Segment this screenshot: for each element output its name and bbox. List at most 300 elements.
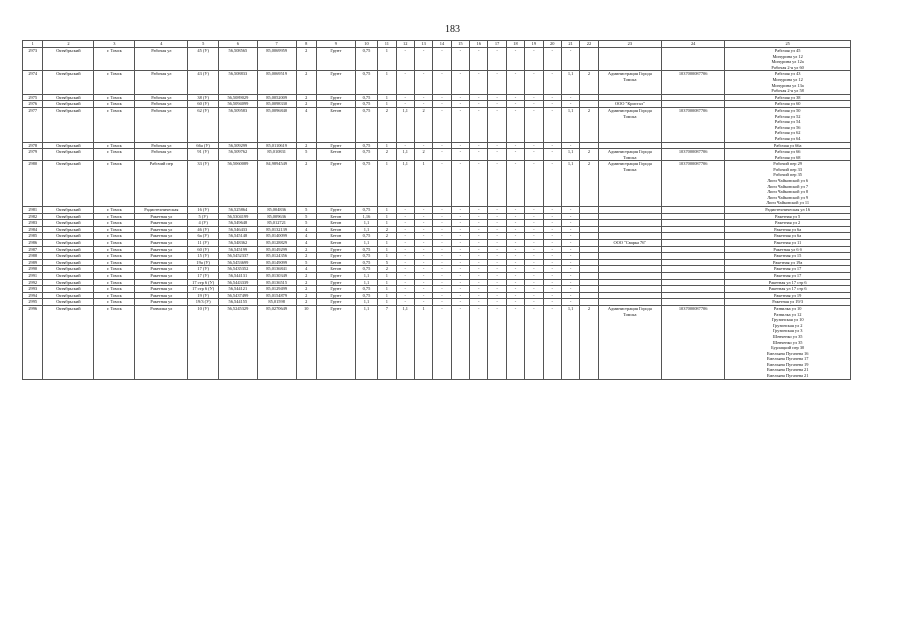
table-cell: - [433,259,451,266]
table-cell: - [470,142,488,149]
table-cell: Октябрьский [43,272,94,279]
table-cell: - [470,233,488,240]
address-list-cell [725,48,851,71]
address-line: Грузинская ул 2 [772,322,803,328]
table-cell: 0,75 [355,71,377,94]
table-cell [580,220,598,227]
table-cell: Бетон [316,266,355,273]
table-cell: 17 (У) [188,272,219,279]
table-cell: - [470,253,488,260]
table-cell [598,107,661,142]
table-cell: - [488,48,506,71]
table-cell: Октябрьский [43,305,94,379]
table-cell: 5 (У) [188,213,219,220]
table-cell: - [414,259,432,266]
table-cell: 2 [296,279,316,286]
table-cell: 2 [580,161,598,207]
table-cell: - [543,101,561,108]
table-cell: Октябрьский [43,220,94,227]
table-cell: Рабочая ул [135,107,188,142]
cell-line: Администрация Города [607,107,652,113]
table-cell: - [488,286,506,293]
address-list-cell [725,220,851,227]
table-cell: 1 [378,94,396,101]
table-cell: - [525,233,543,240]
address-line: Шевченко ул 35 [772,339,803,345]
table-cell [661,101,724,108]
table-cell [580,240,598,247]
table-row [23,107,851,142]
address-line: Рабочая ул 43 [774,71,801,77]
table-cell: - [543,266,561,273]
table-cell: - [451,142,469,149]
table-cell [661,220,724,227]
table-cell: - [543,305,561,379]
table-cell: - [414,48,432,71]
table-cell: 2 [296,272,316,279]
table-cell: 0,75 [355,233,377,240]
table-cell [580,207,598,214]
table-cell: 85,0136515 [257,279,296,286]
table-cell: 0,75 [355,149,377,161]
table-cell: - [561,286,579,293]
table-cell: - [543,161,561,207]
address-line: Рабочая ул 38 [774,94,801,100]
table-cell: Рабочая ул [135,101,188,108]
table-cell: 43 (У) [188,71,219,94]
table-cell: 11 (У) [188,240,219,247]
table-cell: - [451,161,469,207]
table-cell: Рабочая ул [135,94,188,101]
table-cell: - [488,292,506,299]
table-cell: - [543,71,561,94]
table-cell: 33 (У) [188,161,219,207]
table-cell [598,299,661,306]
table-cell: 19 (У) [188,292,219,299]
table-cell: - [506,286,524,293]
table-cell: 10 [296,305,316,379]
table-cell: - [414,240,432,247]
table-cell: - [506,253,524,260]
table-cell: - [506,213,524,220]
cell-line: Томска [623,311,637,317]
table-cell: - [433,101,451,108]
table-cell [598,259,661,266]
table-cell: - [451,305,469,379]
address-line: Емельяна Пугачева 19 [766,361,809,367]
table-cell: - [506,161,524,207]
table-cell: - [451,48,469,71]
table-cell: 0,75 [355,107,377,142]
table-cell: - [561,266,579,273]
table-cell: 2985 [23,233,43,240]
table-cell: г. Томск [94,48,135,71]
column-header: 15 [451,41,469,48]
table-cell: - [470,272,488,279]
table-cell: - [451,286,469,293]
table-cell: 2992 [23,279,43,286]
table-cell: 1,1 [561,149,579,161]
table-cell: 1,1 [561,71,579,94]
table-cell: 2 [580,305,598,379]
table-cell: - [561,292,579,299]
table-cell: 85,0069959 [257,48,296,71]
table-cell: Ракетная ул [135,286,188,293]
table-cell: 56,5060089 [218,161,257,207]
table-row [23,259,851,266]
table-cell: - [488,253,506,260]
table-cell: - [561,279,579,286]
table-cell: 1 [378,279,396,286]
table-cell: 2982 [23,213,43,220]
table-cell: г. Томск [94,94,135,101]
table-cell: 19а (У) [188,259,219,266]
table-cell: 1,1 [355,305,377,379]
table-cell: 56,548362 [218,240,257,247]
table-cell [661,213,724,220]
table-cell: - [396,101,414,108]
table-cell: 0,75 [355,142,377,149]
table-cell: 2 [296,246,316,253]
table-cell: - [433,71,451,94]
table-cell: 5 [296,220,316,227]
table-cell: - [396,233,414,240]
table-cell [598,305,661,379]
column-header: 21 [561,41,579,48]
table-cell: 1,16 [355,213,377,220]
table-cell: Радиотехническая [135,207,188,214]
address-line: Рабочая ул 68 [774,154,801,160]
table-cell: - [396,71,414,94]
table-cell: Ракетная ул [135,220,188,227]
table-cell [661,48,724,71]
table-cell: 7 [378,305,396,379]
table-cell: - [470,299,488,306]
column-header: 3 [94,41,135,48]
address-list-cell [725,226,851,233]
table-cell: - [525,266,543,273]
register-table [22,40,851,380]
table-cell: - [396,272,414,279]
address-line: Емельяна Пугачева 21 [766,367,809,373]
table-cell: 85,0149099 [257,259,296,266]
table-cell: 0,75 [355,259,377,266]
table-cell: 0,75 [355,246,377,253]
table-cell: 2 [296,161,316,207]
table-cell: 46 (У) [188,226,219,233]
table-cell: Октябрьский [43,226,94,233]
table-cell: - [506,207,524,214]
table-cell: 2 [296,299,316,306]
table-cell: г. Томск [94,266,135,273]
table-row [23,292,851,299]
table-cell: - [414,246,432,253]
table-cell: 2986 [23,240,43,247]
table-cell: г. Томск [94,240,135,247]
table-cell: 4 [296,226,316,233]
table-cell: Октябрьский [43,253,94,260]
table-cell: - [525,259,543,266]
table-cell: 56,5435352 [218,266,257,273]
table-cell: Грунт [316,253,355,260]
table-cell: - [396,246,414,253]
table-cell: - [414,94,432,101]
table-cell: - [396,207,414,214]
table-cell: - [433,48,451,71]
table-cell: - [506,305,524,379]
cell-line: Администрация Города [607,149,652,155]
table-cell: 0,75 [355,292,377,299]
table-cell: - [543,292,561,299]
table-cell: 56,5304199 [218,213,257,220]
table-cell: 5 [296,207,316,214]
table-cell: - [525,286,543,293]
table-cell [661,207,724,214]
table-cell: - [433,279,451,286]
table-cell: - [506,233,524,240]
table-cell: - [506,220,524,227]
table-cell: 56,5094099 [218,101,257,108]
address-list-cell [725,299,851,306]
table-cell: Октябрьский [43,48,94,71]
table-cell [661,272,724,279]
table-cell: 1 [378,161,396,207]
table-cell: г. Томск [94,161,135,207]
table-row [23,94,851,101]
table-cell: - [543,94,561,101]
address-list-cell [725,240,851,247]
table-cell [580,226,598,233]
table-cell: Ракетная ул [135,253,188,260]
table-cell: Октябрьский [43,207,94,214]
table-row [23,149,851,161]
table-cell: - [433,207,451,214]
table-cell: Октябрьский [43,299,94,306]
table-cell: г. Томск [94,107,135,142]
table-cell: - [561,220,579,227]
table-cell: 56,545199 [218,246,257,253]
table-cell [598,246,661,253]
table-cell: - [561,246,579,253]
column-header: 25 [725,41,851,48]
table-cell: - [525,161,543,207]
table-cell: - [396,142,414,149]
table-cell: - [470,101,488,108]
table-cell [580,101,598,108]
table-cell: - [488,101,506,108]
table-cell: Бетон [316,107,355,142]
table-row [23,48,851,71]
address-line: Рабочий пер 35 [773,172,802,178]
table-row [23,213,851,220]
table-cell: - [488,279,506,286]
table-cell: - [506,71,524,94]
table-cell: - [506,149,524,161]
table-cell: - [433,233,451,240]
table-cell: Октябрьский [43,279,94,286]
address-line: Рабочая ул 54 [774,119,801,125]
table-cell: г. Томск [94,292,135,299]
table-cell: 1 [378,213,396,220]
table-cell: - [470,259,488,266]
table-cell: - [433,305,451,379]
table-cell: - [451,71,469,94]
table-cell: - [433,142,451,149]
table-cell [580,272,598,279]
table-cell: 56,508565 [218,48,257,71]
table-cell: 1 [378,220,396,227]
address-line: Емельяна Пугачева 21 [766,373,809,379]
table-cell [580,266,598,273]
table-cell: 0,75 [355,286,377,293]
table-cell: г. Томск [94,253,135,260]
table-cell: 85,01598 [257,299,296,306]
table-cell: 5 [296,149,316,161]
table-row [23,142,851,149]
table-cell: 1 [378,292,396,299]
table-cell: 56,545148 [218,233,257,240]
table-cell: - [506,292,524,299]
address-line: Рабочий пер 33 [773,166,802,172]
table-cell: 1 [378,207,396,214]
table-cell: Октябрьский [43,266,94,273]
address-line: Рабочая ул 50 [774,107,801,113]
table-cell: 2 [296,48,316,71]
address-line: Емельяна Пугачева 16 [766,350,809,356]
table-cell [580,246,598,253]
table-cell: - [451,279,469,286]
table-cell [598,149,661,161]
table-cell: - [488,142,506,149]
table-cell: 0,75 [355,207,377,214]
table-cell: - [525,48,543,71]
table-cell [661,299,724,306]
table-cell: - [414,226,432,233]
table-cell: Бетон [316,220,355,227]
table-cell: - [433,161,451,207]
table-row [23,71,851,94]
table-cell [598,207,661,214]
table-cell: - [433,149,451,161]
table-cell [580,292,598,299]
table-cell [598,286,661,293]
table-cell: Грунт [316,142,355,149]
table-cell: - [414,71,432,94]
table-cell: г. Томск [94,142,135,149]
address-list-cell [725,253,851,260]
table-cell: 2990 [23,266,43,273]
table-cell: - [470,286,488,293]
table-cell: г. Томск [94,286,135,293]
table-cell: Ракетная ул [135,299,188,306]
table-row [23,246,851,253]
table-cell: 6а (У) [188,233,219,240]
table-cell: 2989 [23,259,43,266]
table-cell: - [525,142,543,149]
table-cell: - [488,220,506,227]
address-line: Рабочая ул 52 [774,113,801,119]
table-cell: - [396,266,414,273]
table-cell: - [488,240,506,247]
table-cell: - [488,233,506,240]
table-cell: - [543,48,561,71]
address-line: Лиги Чайковской ул 6 [767,178,809,184]
column-header: 8 [296,41,316,48]
table-cell [598,48,661,71]
table-cell: Рабочая ул [135,149,188,161]
table-cell: - [525,107,543,142]
table-cell: 17 стр 6 (У) [188,286,219,293]
table-cell: Рабочая ул [135,48,188,71]
table-cell: - [451,299,469,306]
table-cell: - [433,246,451,253]
table-cell: 85,012721 [257,220,296,227]
table-cell: - [433,266,451,273]
table-cell: 56,544155 [218,299,257,306]
address-line: Ракетная ул 6а [774,226,802,232]
table-cell: 56,5089029 [218,94,257,101]
table-cell: 85,0136841 [257,266,296,273]
column-header: 2 [43,41,94,48]
table-cell: 2 [580,71,598,94]
table-cell: Бетон [316,149,355,161]
table-cell: 2979 [23,149,43,161]
table-cell: г. Томск [94,207,135,214]
table-cell: - [543,142,561,149]
table-cell: г. Томск [94,226,135,233]
table-cell: 0,75 [355,161,377,207]
address-list-cell [725,272,851,279]
table-cell [580,286,598,293]
table-cell: - [561,226,579,233]
table-cell [661,240,724,247]
table-cell: 2978 [23,142,43,149]
address-line: Ракетная ул 17 [773,266,802,272]
table-cell: 2 [296,292,316,299]
table-cell: - [414,253,432,260]
table-cell: 56,525864 [218,207,257,214]
table-cell: 38 (У) [188,94,219,101]
table-cell: - [506,266,524,273]
table-cell: 2980 [23,161,43,207]
table-cell: - [543,233,561,240]
table-cell: 91 (У) [188,149,219,161]
table-cell: 5 [296,259,316,266]
address-list-cell [725,107,851,142]
table-cell [598,226,661,233]
table-cell: Грунт [316,246,355,253]
table-cell: - [561,94,579,101]
address-line: Рабочая ул 45 [774,48,801,53]
table-cell: 15 (У) [188,253,219,260]
table-cell: - [451,233,469,240]
table-cell: - [470,220,488,227]
table-cell: - [396,48,414,71]
address-line: Ракетная ул 5 [775,213,801,219]
table-cell: г. Томск [94,259,135,266]
table-cell [580,253,598,260]
table-cell: - [396,279,414,286]
table-body [23,48,851,380]
table-cell: 2 [378,266,396,273]
table-cell: - [488,272,506,279]
table-cell: 56,549648 [218,220,257,227]
address-line: Лиги Чайковской ул 8 [767,189,809,195]
table-cell: 2973 [23,48,43,71]
table-cell: 85,0129499 [257,286,296,293]
table-cell: 2 [296,253,316,260]
address-list-cell [725,213,851,220]
